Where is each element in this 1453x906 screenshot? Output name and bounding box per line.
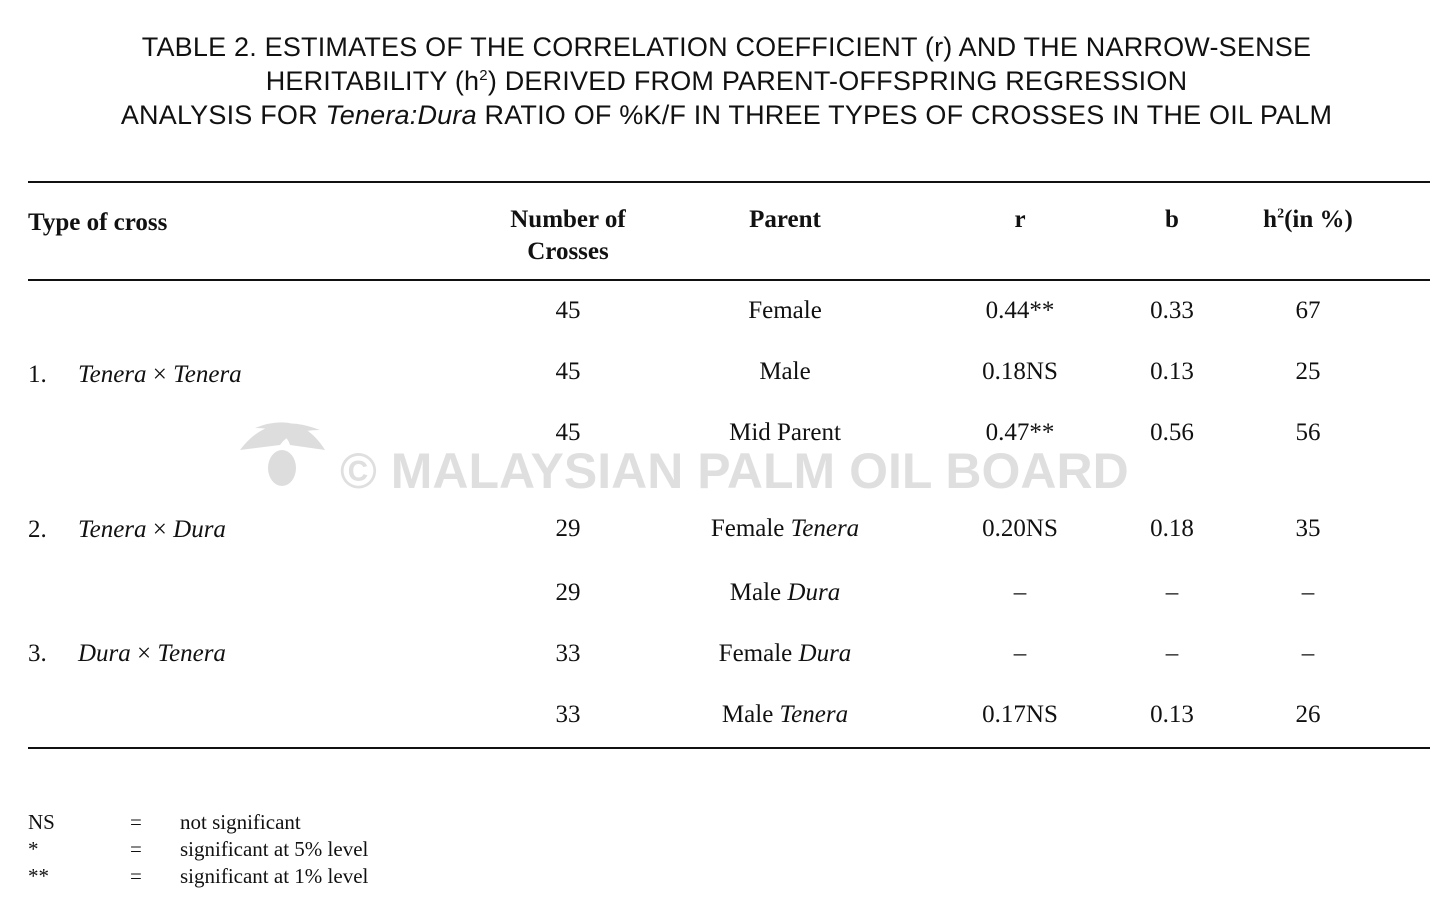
cell-number: 45 xyxy=(555,419,581,446)
header-h2 xyxy=(1263,204,1353,236)
caption-line-2-post: ) DERIVED FROM PARENT-OFFSPRING REGRESSION xyxy=(487,66,1188,96)
parent-text: Mid Parent xyxy=(729,419,841,446)
cell-r: 0.17NS xyxy=(982,701,1058,728)
parent-text: Female xyxy=(710,515,791,542)
cell-number: 33 xyxy=(555,640,581,667)
cell-h2: – xyxy=(1301,640,1315,667)
cross-type-number: 2. xyxy=(28,516,47,543)
cell-h2: 35 xyxy=(1295,515,1321,542)
parent-text: Male xyxy=(759,358,811,385)
cell-parent xyxy=(729,417,841,449)
cell-h2: 67 xyxy=(1295,297,1321,324)
cell-h2: 25 xyxy=(1295,358,1321,385)
header-number-line-1: Number of xyxy=(510,206,626,233)
header-number-line-2: Crosses xyxy=(527,238,609,265)
header-type-of-cross: Type of cross xyxy=(28,209,168,236)
times-symbol: × xyxy=(152,361,167,388)
header-bottom-rule xyxy=(28,279,1430,281)
cell-number: 33 xyxy=(555,701,581,728)
footnote-symbol: ** xyxy=(28,864,49,888)
footnote-symbol: NS xyxy=(28,810,55,834)
cell-b: – xyxy=(1165,640,1179,667)
cell-b: 0.33 xyxy=(1150,297,1194,324)
cell-b: 0.56 xyxy=(1150,419,1194,446)
table-bottom-rule xyxy=(28,747,1430,749)
footnote-text: significant at 1% level xyxy=(180,864,369,888)
caption-line-1: TABLE 2. ESTIMATES OF THE CORRELATION COEFFICIENT (r) AND THE NARROW-SENSE xyxy=(141,32,1312,62)
cell-parent xyxy=(722,699,848,731)
cross-right: Tenera xyxy=(173,361,242,388)
cell-number: 45 xyxy=(555,358,581,385)
cross-left: Tenera xyxy=(78,361,147,388)
parent-italic: Tenera xyxy=(790,515,860,542)
footnote-equals: = xyxy=(130,837,142,861)
header-parent: Parent xyxy=(749,206,821,233)
cell-h2: 56 xyxy=(1295,419,1321,446)
caption-line-3-post: RATIO OF %K/F IN THREE TYPES OF CROSSES IN THE OIL PALM xyxy=(476,100,1333,130)
cell-r: 0.20NS xyxy=(982,515,1058,542)
cell-parent xyxy=(748,295,822,327)
cell-r: – xyxy=(1013,640,1027,667)
parent-italic: Dura xyxy=(787,579,841,606)
cross-type-name xyxy=(78,514,226,546)
cell-parent xyxy=(719,638,852,670)
parent-text: Male xyxy=(729,579,788,606)
parent-italic: Tenera xyxy=(779,701,849,728)
caption-superscript: 2 xyxy=(479,67,488,84)
cell-number: 29 xyxy=(555,515,581,542)
caption-line-3-italic: Tenera:Dura xyxy=(325,100,477,130)
footnote-symbol: * xyxy=(28,837,39,861)
header-b: b xyxy=(1165,206,1179,233)
cross-left: Dura xyxy=(78,640,131,667)
cross-right: Dura xyxy=(173,516,226,543)
cross-type-number: 3. xyxy=(28,640,47,667)
cell-b: – xyxy=(1165,579,1179,606)
cross-type-name xyxy=(78,359,242,391)
cross-type-number: 1. xyxy=(28,361,47,388)
cell-h2: – xyxy=(1301,579,1315,606)
header-r: r xyxy=(1014,206,1026,233)
parent-text: Female xyxy=(748,297,822,324)
times-symbol: × xyxy=(152,516,167,543)
footnote-text: significant at 5% level xyxy=(180,837,369,861)
cell-parent xyxy=(730,577,840,609)
caption-line-3-pre: ANALYSIS FOR xyxy=(120,100,326,130)
cell-b: 0.13 xyxy=(1150,358,1194,385)
cross-left: Tenera xyxy=(78,516,147,543)
cell-b: 0.13 xyxy=(1150,701,1194,728)
cell-number: 45 xyxy=(555,297,581,324)
cell-r: – xyxy=(1013,579,1027,606)
watermark-text: © MALAYSIAN PALM OIL BOARD xyxy=(340,443,1129,499)
cell-b: 0.18 xyxy=(1150,515,1194,542)
footnote-equals: = xyxy=(130,864,142,888)
caption-line-2-pre: HERITABILITY (h xyxy=(265,66,480,96)
cross-type-name xyxy=(78,638,226,670)
caption-line-2 xyxy=(0,64,1453,98)
cell-h2: 26 xyxy=(1295,701,1321,728)
header-h2-sup: 2 xyxy=(1277,206,1285,222)
caption-line-3 xyxy=(0,98,1453,132)
footnote-equals: = xyxy=(130,810,142,834)
times-symbol: × xyxy=(137,640,152,667)
cell-r: 0.18NS xyxy=(982,358,1058,385)
cross-right: Tenera xyxy=(157,640,226,667)
cell-parent xyxy=(711,513,859,545)
header-h2-rest: (in %) xyxy=(1284,206,1353,233)
footnote-text: not significant xyxy=(180,810,301,834)
parent-text: Female xyxy=(718,640,799,667)
header-number-of-crosses xyxy=(510,204,626,268)
cell-parent xyxy=(759,356,810,388)
parent-text: Male xyxy=(721,701,780,728)
table-top-rule xyxy=(28,181,1430,183)
header-h2-base: h xyxy=(1263,206,1278,233)
cell-r: 0.44** xyxy=(985,297,1055,324)
cell-number: 29 xyxy=(555,579,581,606)
parent-italic: Dura xyxy=(798,640,852,667)
table-caption xyxy=(0,30,1453,132)
cell-r: 0.47** xyxy=(985,419,1055,446)
